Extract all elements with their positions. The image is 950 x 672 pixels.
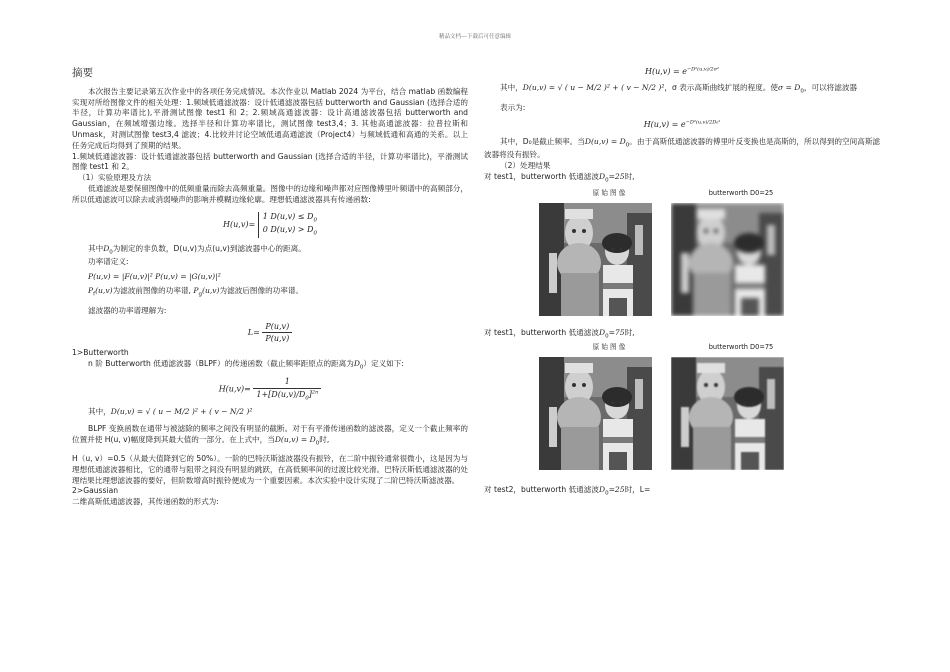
figure1-left-label: 原 始 图 像 [592, 189, 626, 197]
butterworth-equation: H(u,v)= $\frac{1}{1+[D(u,v)/D_0]^{2n}}$ [72, 376, 468, 403]
gaussian-title: 2>Gaussian [72, 486, 119, 496]
butterworth-fraction: $\frac{1}{1+[D(u,v)/D_0]^{2n}}$ [253, 376, 321, 403]
abstract-paragraph: 本次报告主要记录第五次作业中的各项任务完成情况。本次作业以 Matlab 2024 为平台，结合 matlab 函数编程实现对所给图像文件的相关处理：1.频域低通滤波器：设计低通滤波器包括 butterworth and Gaussian (选择合适的半径，计算功率谱比),平滑测试图像 test1 和 2；2.频域高通滤波器：设计高通滤波器包括 butterworth and Gaussian，在频域增强边缘。选择半径和计算功率谱比，测试图像 test3,4；3. 其他高通滤波器：拉普拉斯和 Unmask，对测试图像 test3,4 滤波；4.比较并讨论空域低通高通滤波（Project4）与频域低通和高通的关系。以上任务完成后均得到了预期的结果。 [72, 86, 468, 150]
figure2-left-label: 原 始 图 像 [592, 343, 626, 352]
abstract-title: 摘要 [72, 67, 93, 79]
ratio-label: 滤波器的功率谱理解为: [88, 305, 167, 315]
cutoff-description: 其中，D₀是截止频率。当$D(u,v) = D_0$。由于高斯低通滤波器的傅里叶反变换也是高斯的，所以得到的空间高斯滤波器将没有振铃。 [484, 136, 881, 160]
expression-label: 表示为: [500, 102, 526, 112]
butterworth-description-continued: H（u, v）=0.5（从最大值降到它的 50%）。一阶的巴特沃斯滤波器没有振铃，在二阶中振铃通常很微小，这是因为与理想低通滤波器相比，它的通带与阻带之间没有明显的跳跃，在高低频率间的过渡比较光滑。巴特沃斯低通滤波器的处理结果比理想滤波器的要好，但阶数增高时振铃便成为一个重要因素。本次实验中设计实现了二阶巴特沃斯滤波器。 [72, 453, 468, 485]
figure1-original-image [539, 203, 652, 316]
figure2-original-image [539, 357, 652, 470]
task1-text: 1.频域低通滤波器：设计低通滤波器包括 butterworth and Gaussian (选择合适的半径，计算功率谱比)，平滑测试图像 test1 和 2。 [72, 151, 468, 172]
ideal-eq-cases: 1 $D(u,v) \le D_0$ 0 $D(u,v) > D_0$ [258, 212, 317, 238]
power-ratio-fraction: $\frac{P(u,v)}{P(u,v)}$ [262, 321, 292, 345]
figure1-filtered-image [671, 203, 784, 316]
figure1-right-label: butterworth D0=25 [708, 189, 774, 197]
power-ratio-equation: L= $\frac{P(u,v)}{P(u,v)}$ [72, 321, 468, 345]
result2-caption: 对 test1，butterworth 低通滤波$D_0=75$时, [484, 328, 635, 340]
figure2-labels [484, 343, 880, 357]
page-header-watermark: 精品文档---下载后可任意编辑 [439, 34, 511, 40]
gaussian-equation-cutoff: $H(u,v) = e^{-D^2(u,v)/2D_0^2}$ [643, 119, 721, 130]
butterworth-description: BLPF 变换函数在通带与被滤除的频率之间没有明显的截断。对于有平滑传递函数的滤波器，定义一个截止频率的位置并使 H(u, v)幅度降到其最大值的一部分。在上式中，当$D(u,v) = D_0$时, [72, 423, 468, 447]
ideal-eq-case1: 1 D(u,v) ≤ D [262, 211, 314, 221]
result1-caption: 对 test1，butterworth 低通滤波$D_0=25$时, [484, 171, 635, 184]
figure1-images [484, 203, 880, 328]
section-results: （2）处理结果 [500, 160, 551, 170]
gaussian-intro: 二维高斯低通滤波器，其传递函数的形式为: [72, 497, 219, 507]
gaussian-equation-top: $H(u,v) = e^{-D^2(u,v)/2\sigma^2}$ [645, 66, 719, 76]
figure2-filtered-image [671, 357, 784, 470]
butterworth-definition: n 阶 Butterworth 低通滤波器（BLPF）的传递函数（截止频率距原点的距离为$D_0$）定义如下: [88, 359, 404, 371]
d0-definition: 其中$D_0$为制定的非负数，D(u,v)为点(u,v)到滤波器中心的距离。 [88, 243, 306, 256]
butterworth-title: 1>Butterworth [72, 348, 129, 358]
result3-caption: 对 test2，butterworth 低通滤波$D_0=25$时，L= [484, 485, 651, 497]
right-column [484, 64, 880, 499]
power-spectrum-notes: $P_f(u,v)$为滤波前图像的功率谱, $P_g(u,v)$为滤波后图像的功率谱。 [88, 286, 304, 298]
section-principle: （1）实验原理及方法 [78, 173, 152, 183]
figure2-images [484, 357, 880, 479]
figure2-right-label: butterworth D0=75 [708, 343, 774, 352]
power-spectrum-label: 功率谱定义: [88, 256, 129, 266]
gaussian-distance-definition: 其中，D(u,v) = √ ( u − M/2 )² + ( v − N/2 )²，σ 表示高斯曲线扩展的程度。使$\sigma = D_0$，可以将滤波器 [500, 83, 858, 95]
ideal-filter-equation [72, 212, 468, 238]
power-spectrum-equation: P(u,v) = |F(u,v)|² P(u,v) = |G(u,v)|² [88, 271, 221, 281]
ideal-eq-case2: 0 D(u,v) > D [262, 224, 314, 234]
left-column [72, 64, 468, 508]
distance-definition: 其中，D(u,v) = √ ( u − M/2 )² + ( v − N/2 )² [88, 407, 253, 417]
ideal-eq-lhs: H(u,v)= [223, 219, 256, 229]
lowpass-intro: 低通滤波是要保留图像中的低频重量而除去高频重量。图像中的边缘和噪声都对应图像傅里叶频谱中的高频部分，所以低通滤波可以除去或消弱噪声的影响并模糊边缘轮廓。理想低通滤波器具有传递函数: [72, 183, 468, 204]
figure1-labels [484, 189, 880, 203]
